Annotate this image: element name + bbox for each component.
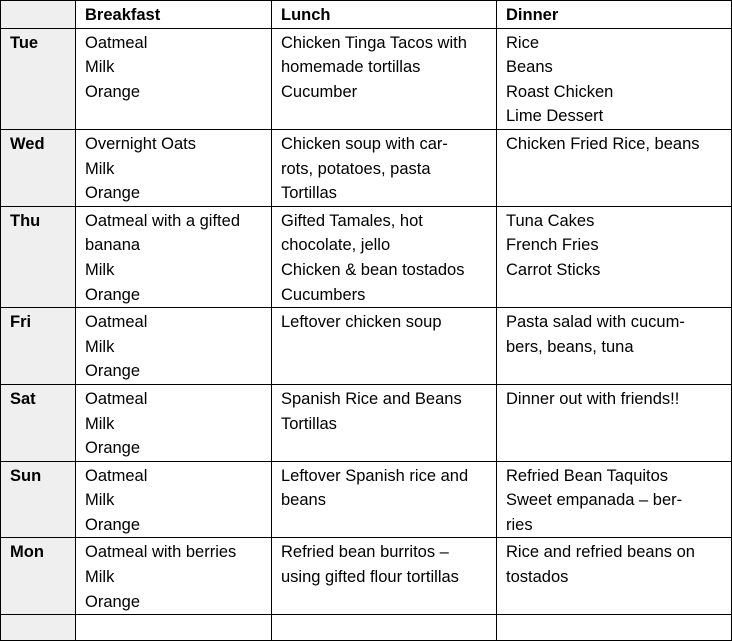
empty-cell [272,615,497,641]
lunch-item: homemade tortillas [281,58,421,77]
dinner-cell [497,206,732,307]
day-row [1,538,732,615]
breakfast-item: Milk [85,414,115,433]
dinner-header: Dinner [497,1,732,29]
day-label: Fri [1,308,76,385]
lunch-item: Tortillas [281,414,337,433]
day-row [1,28,732,129]
dinner-item: Beans [506,58,553,77]
lunch-item: Refried bean burritos – [281,543,449,562]
breakfast-item: Orange [85,184,141,203]
breakfast-item: Oatmeal with berries [85,543,237,562]
dinner-item: Tuna Cakes [506,211,595,230]
day-label: Tue [1,28,76,129]
breakfast-item: Milk [85,568,115,587]
dinner-item: Pasta salad with cucum- [506,313,685,332]
lunch-item: Leftover chicken soup [281,313,442,332]
day-row [1,129,732,206]
dinner-item: Roast Chicken [506,82,614,101]
breakfast-cell [76,129,272,206]
breakfast-item: Milk [85,159,115,178]
breakfast-cell [76,206,272,307]
breakfast-cell [76,538,272,615]
lunch-item: Gifted Tamales, hot [281,211,423,230]
breakfast-item: Milk [85,58,115,77]
breakfast-item: Oatmeal [85,33,148,52]
lunch-cell [272,461,497,538]
dinner-item: Rice [506,33,540,52]
lunch-item: Spanish Rice and Beans [281,389,462,408]
lunch-item: Chicken Tinga Tacos with [281,33,467,52]
day-label: Sat [1,384,76,461]
breakfast-cell [76,28,272,129]
breakfast-item: Orange [85,439,141,458]
dinner-cell [497,384,732,461]
empty-row [1,615,732,641]
dinner-cell [497,308,732,385]
breakfast-cell [76,308,272,385]
dinner-item: Rice and refried beans on [506,543,695,562]
lunch-cell [272,129,497,206]
lunch-header: Lunch [272,1,497,29]
lunch-cell [272,384,497,461]
breakfast-item: Orange [85,592,141,611]
day-label: Sun [1,461,76,538]
breakfast-item: Overnight Oats [85,134,196,153]
dinner-item: bers, beans, tuna [506,337,634,356]
breakfast-item: Milk [85,337,115,356]
day-row [1,308,732,385]
breakfast-cell [76,384,272,461]
lunch-item: Leftover Spanish rice and [281,466,469,485]
lunch-item: chocolate, jello [281,236,391,255]
breakfast-item: Milk [85,491,115,510]
breakfast-item: Oatmeal [85,313,148,332]
dinner-item: Chicken Fried Rice, beans [506,134,700,153]
lunch-item: Chicken & bean tostados [281,260,465,279]
dinner-item: Lime Dessert [506,107,604,126]
lunch-item: using gifted flour tortillas [281,568,459,587]
lunch-cell [272,538,497,615]
dinner-item: Sweet empanada – ber- [506,491,683,510]
breakfast-item: Orange [85,362,141,381]
breakfast-header: Breakfast [76,1,272,29]
breakfast-item: Orange [85,515,141,534]
dinner-item: Refried Bean Taquitos [506,466,669,485]
lunch-cell [272,308,497,385]
lunch-item: beans [281,491,326,510]
lunch-item: Chicken soup with car- [281,134,448,153]
empty-day-cell [1,615,76,641]
header-row [1,1,732,29]
breakfast-item: Oatmeal [85,389,148,408]
breakfast-item: Milk [85,260,115,279]
breakfast-cell [76,461,272,538]
dinner-item: Dinner out with friends!! [506,389,680,408]
dinner-cell [497,538,732,615]
dinner-item: Carrot Sticks [506,260,601,279]
day-label: Wed [1,129,76,206]
dinner-cell [497,28,732,129]
lunch-cell [272,28,497,129]
lunch-cell [272,206,497,307]
lunch-item: Tortillas [281,184,337,203]
dinner-cell [497,461,732,538]
meal-rows [1,28,732,641]
breakfast-item: Oatmeal with a gifted [85,211,240,230]
breakfast-item: Orange [85,285,141,304]
dinner-cell [497,129,732,206]
dinner-item: tostados [506,568,569,587]
breakfast-item: Orange [85,82,141,101]
dinner-item: French Fries [506,236,599,255]
breakfast-item: Oatmeal [85,466,148,485]
day-row [1,461,732,538]
day-row [1,206,732,307]
day-label: Thu [1,206,76,307]
breakfast-item: banana [85,236,141,255]
day-row [1,384,732,461]
lunch-item: Cucumber [281,82,358,101]
corner-cell [1,1,76,29]
lunch-item: rots, potatoes, pasta [281,159,431,178]
lunch-item: Cucumbers [281,285,366,304]
dinner-item: ries [506,515,533,534]
empty-cell [497,615,732,641]
day-label: Mon [1,538,76,615]
empty-cell [76,615,272,641]
